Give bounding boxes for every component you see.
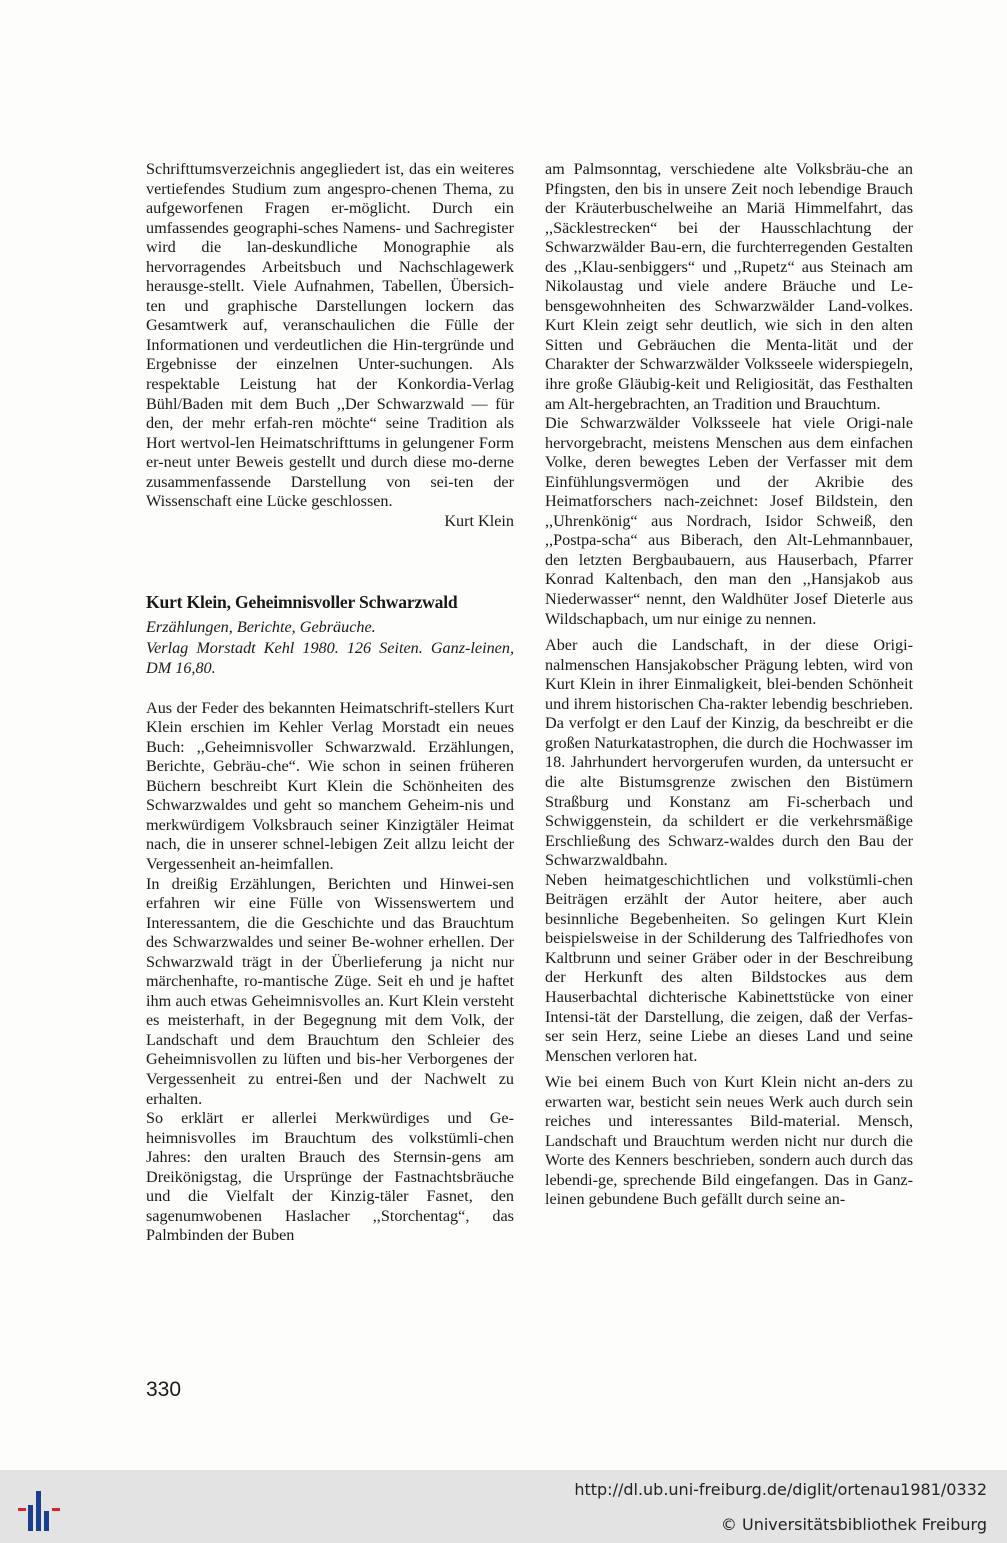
body-paragraph: So erklärt er allerlei Merkwürdiges und Ge-heimnisvolles im Brauchtum des volkstümli-chen Jahres: den uralten Brauch des Sternsin-gens am Dreikönigstag, die Ursprünge der Fastnachtsbräuche und die Vielfalt der Kinzig-täler Fasnet, den sagenumwobenen Haslacher ,,Storchentag“, das Palmbinden der Buben <box>146 1109 514 1245</box>
right-column <box>545 160 913 1210</box>
intro-paragraph: Schrifttumsverzeichnis angegliedert ist, das ein weiteres vertiefendes Studium zum angespro-chenen Thema, zu aufgeworfenen Fragen er-möglicht. Durch ein umfassendes geographi-sches Namens- und Sachregister wird die lan-deskundliche Monographie als hervorragendes Arbeitsbuch und Nachschlagewerk herausge-stellt. Viele Aufnahmen, Tabellen, Übersich-ten und graphische Darstellungen lockern das Gesamtwerk auf, veranschaulichen die Fülle der Informationen und verdeutlichen die Hin-tergründe und Ergebnisse der einzelnen Unter-suchungen. Als respektable Leistung hat der Konkordia-Verlag Bühl/Baden mit dem Buch ,,Der Schwarzwald — für den, der mehr erfah-ren möchte“ seine Tradition als Hort wertvol-len Heimatschrifttums in gelungener Form er-neut unter Beweis gestellt und durch diese mo-derne zusammenfassende Darstellung von sei-ten der Wissenschaft eine Lücke geschlossen. <box>146 160 514 511</box>
body-paragraph: In dreißig Erzählungen, Berichten und Hinwei-sen erfahren wir eine Fülle von Wissenswertem und Interessantem, die die Geschichte und das Brauchtum des Schwarzwaldes und seiner Be-wohner erhellen. Der Schwarzwald trägt in der Überlieferung ja nicht nur märchenhafte, ro-mantische Züge. Seit eh und je haftet ihm auch etwas Geheimnisvolles an. Kurt Klein versteht es meisterhaft, in der Begegnung mit dem Volk, der Landschaft und dem Brauchtum den Schleier des Geheimnisvollen zu lüften und bis-her Verborgenes der Vergessenheit zu entrei-ßen und der Nachwelt zu erhalten. <box>146 874 514 1108</box>
body-paragraph: Die Schwarzwälder Volksseele hat viele Origi-nale hervorgebracht, meistens Menschen aus dem einfachen Volke, deren bewegtes Leben der Verfasser mit dem Einfühlungsvermögen und der Akribie des Heimatforschers nach-zeichnet: Josef Bildstein, den ,,Uhrenkönig“ aus Nordrach, Isidor Schweiß, den ,,Postpa-scha“ aus Biberach, den Alt-Lehmannbauer, den letzten Bergbaubauern, aus Hauserbach, Pfarrer Konrad Kaltenbach, den man den ,,Hansjakob aus Niederwasser“ nennt, den Waldhüter Josef Dieterle aus Wildschapbach, um nur einige zu nennen. <box>545 414 913 628</box>
body-paragraph: am Palmsonntag, verschiedene alte Volksbräu-che an Pfingsten, den bis in unsere Zeit noch lebendige Brauch der Kräuterbuschelweihe an Mariä Himmelfahrt, das ,,Säcklestrecken“ bei der Hausschlachtung der Schwarzwälder Bau-ern, die furchterregenden Gestalten des ,,Klau-senbiggers“ und ,,Rupetz“ aus Steinach am Nikolaustag und viele andere Bräuche und Le-bensgewohnheiten des Schwarzwälder Land-volkes. Kurt Klein zeigt sehr deutlich, wie sich in den alten Sitten und Gebräuchen die Menta-lität und der Charakter der Schwarzwälder Volksseele widerspiegeln, ihre große Gläubig-keit und Religiosität, das Festhalten am Alt-hergebrachten, an Tradition und Brauchtum. <box>545 160 913 413</box>
body-paragraph: Aus der Feder des bekannten Heimatschrift-stellers Kurt Klein erschien im Kehler Verlag Morstadt ein neues Buch: ,,Geheimnisvoller Schwarzwald. Erzählungen, Berichte, Gebräu-che“. Wie schon in seinen früheren Büchern beschreibt Kurt Klein die Schönheiten des Schwarzwaldes und geht so manchem Geheim-nis und merkwürdigem Volksbrauch seiner Kinzigtäler Heimat nach, die in unserer schnel-lebigen Zeit allzu leicht der Vergessenheit an-heimfallen. <box>146 698 514 873</box>
left-column <box>146 160 514 1246</box>
copyright-notice: © Universitätsbibliothek Freiburg <box>720 1515 987 1534</box>
source-url-link[interactable]: http://dl.ub.uni-freiburg.de/diglit/ortenau1981/0332 <box>574 1480 987 1499</box>
review-body-left <box>146 699 514 1246</box>
review-subtitle: Erzählungen, Berichte, Gebräuche. <box>146 617 376 636</box>
review-publisher: Verlag Morstadt Kehl 1980. 126 Seiten. Ganz-leinen, DM 16,80. <box>146 639 514 678</box>
footer-bar <box>0 1470 1007 1543</box>
body-paragraph: Aber auch die Landschaft, in der diese Origi-nalmenschen Hansjakobscher Prägung lebten, wird von Kurt Klein in ihrer Einmaligkeit, blei-benden Schönheit und ihrem historischen Cha-rakter lebendig beschrieben. Da verfolgt er den Lauf der Kinzig, da beschreibt er die großen Naturkatastrophen, die durch die Hochwasser im 18. Jahrhundert hervorgerufen wurden, da untersucht er die alte Bistumsgrenze zwischen den Bistümern Straßburg und Konstanz am Fi-scherbach und Schwiggenstein, da schildert er die verkehrsmäßige Erschließung des Schwarz-waldes durch den Bau der Schwarzwaldbahn. <box>545 636 913 870</box>
body-paragraph: Neben heimatgeschichtlichen und volkstümli-chen Beiträgen erzählt der Autor heitere, aber auch besinnliche Begebenheiten. So gelingen Kurt Klein beispielsweise in der Schilderung des Talfriedhofes von Kaltbrunn und seiner Gräber oder in der Beschreibung der Herkunft des alten Bildstockes aus dem Hauserbachtal dichterische Kabinettstücke von einer Intensi-tät der Darstellung, die zeigen, daß der Verfas-ser sein Herz, seine Liebe an dieses Land und seine Menschen verloren hat. <box>545 870 913 1065</box>
page-number: 330 <box>146 1378 182 1401</box>
ub-freiburg-logo-icon <box>14 1481 64 1536</box>
signature: Kurt Klein <box>444 511 514 530</box>
review-header <box>146 593 514 678</box>
review-title: Kurt Klein, Geheimnisvoller Schwarzwald <box>146 592 458 613</box>
body-paragraph: Wie bei einem Buch von Kurt Klein nicht an-ders zu erwarten war, besticht sein neues Werk auch durch sein reiches und interessantes Bild-material. Mensch, Landschaft und Brauchtum werden nicht nur durch die Worte des Kenners beschrieben, sondern auch durch das lebendi-ge, sprechende Bild eingefangen. Das in Ganz-leinen gebundene Buch gefällt durch seine an- <box>545 1073 913 1209</box>
